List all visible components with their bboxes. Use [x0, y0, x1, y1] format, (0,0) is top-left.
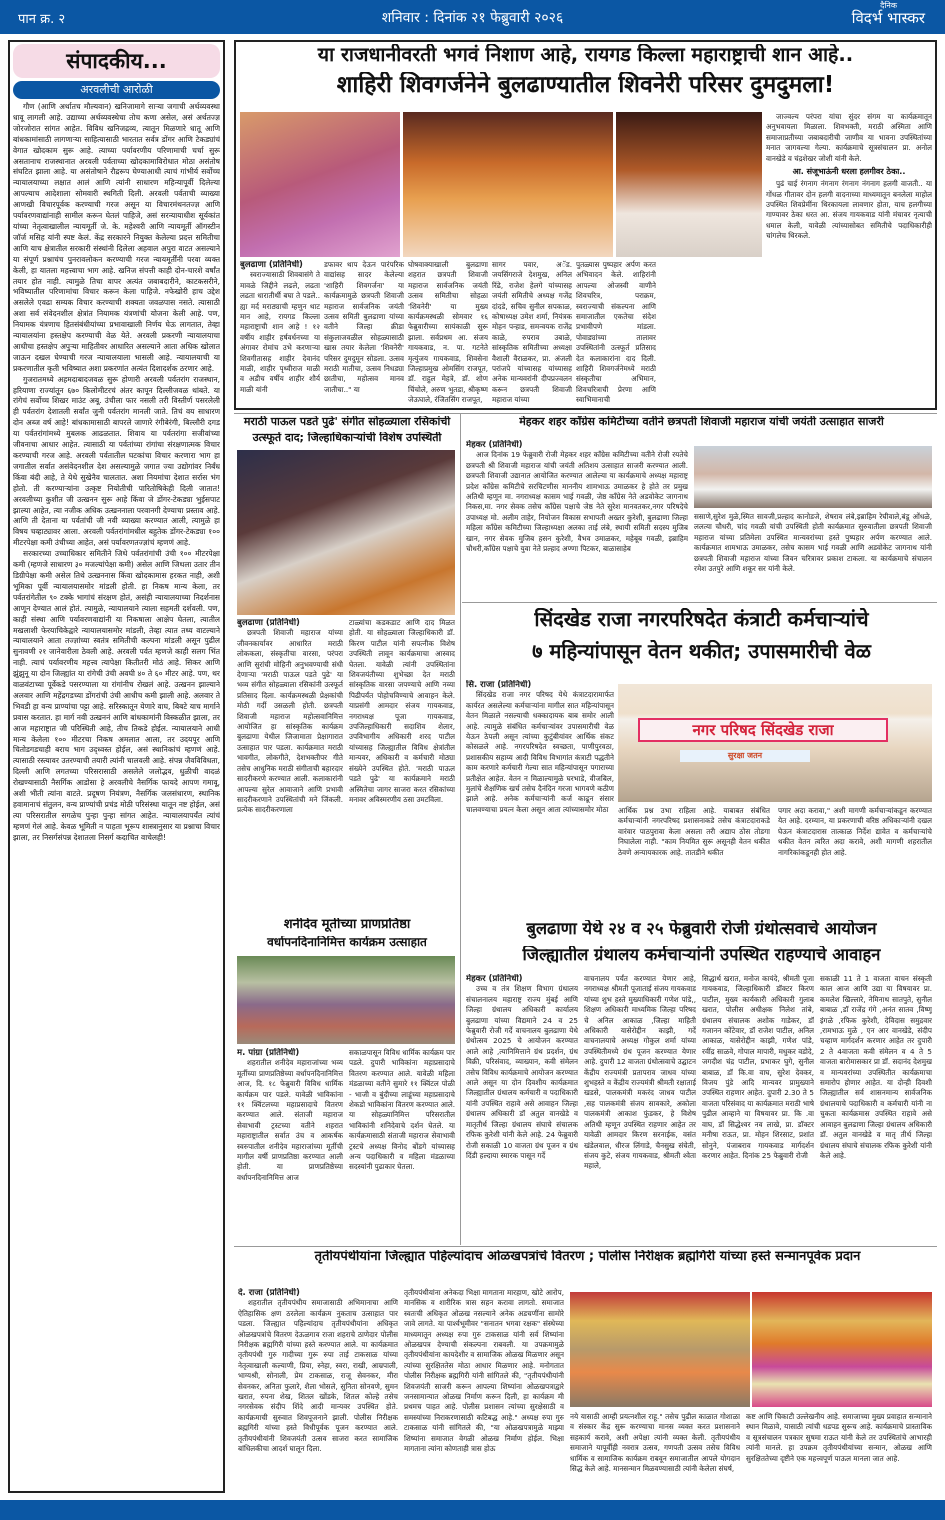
- sindkhed-sign-small: सुरक्षा जतन: [680, 750, 810, 762]
- sindkhed-col-3: पगार अदा करावा," अशी मागणी कर्मचाऱ्यांकडून करण्यात येत आहे. दरम्यान, या प्रकरणाची वरिष्ठ अधिकाऱ्यांनी दखल घेऊन कंत्राटदारास तात्काळ निर्देश द्यावेत व कर्मचाऱ्यांचे थकीत वेतन त्वरित अदा करावे, अशी मागणी शहरातील नागरिकांकडूनही होत आहे.: [778, 806, 932, 857]
- shanidev-col-1: म. पांग्रा (प्रतिनिधी) शहरातील शनीदेव महाराजांच्या भव्य मूर्तीच्या प्राणप्रतिष्ठेच्या वर्धापनदिनानिमित्त आज, दि. १८ फेब्रुवारी विविध धार्मिक कार्यक्रम पार पडले. यावेळी भाविकांना ११ क्विंटलच्या महाप्रसादाचे वितरण करण्यात आले. संताजी महाराज सेवाभावी ट्रस्टच्या वतीने शहरात महाराष्ट्रातील सर्वात उंच व आकर्षक स्वरुपातील शनीदेव महाराजांच्या मूर्तीची मागील वर्षी प्राणप्रतिष्ठा करण्यात आली होती. या प्राणप्रतिष्ठेच्या वर्धापनदिनानिमित्त आज: [237, 1048, 343, 1182]
- editorial-title: संपादकीय...: [66, 49, 167, 73]
- granthotsav-col-2: वाचनालय पर्यंत करण्यात येणार आहे, नगराध्यक्ष श्रीमती पूजाताई संजय गायकवाड यांच्या शुभ हस्ते मुख्याधिकारी गणेश पांडे,, शिक्षण अधिकारी माध्यमिक जिल्हा परिषद चे अनिल आकाळ ,जिल्हा माहिती अधिकारी यासेरोद्दीन काझी, गर्दे वाचनालयाचे अध्यक्ष गोकुल शर्मा यांच्या उपस्थितीमध्ये ग्रंथ पूजन करण्यात येणार आहे. दुपारी 12 वाजता ग्रंथोत्सवाचे उद्घाटन केंद्रीय राज्यमंत्री प्रतापराव जाधव यांच्या शुभहस्ते व केंद्रीय राज्यमंत्री श्रीमती रक्षाताई खडसे, पालकमंत्री मकरंद जाधव पाटील ,सह पालकमंत्री संजय सावकारे, अकोला पालकमंत्री आकाश फुंडकर, हे विशेष अतिथी म्हणून उपस्थित राहणार आहेत तर यावेळी आमदार किरण सरनाईक, वसंत खंडेलवाल, धीरज लिंगाडे, चैनसुख संचेती, संजय कुटे, संजय गायकवाड, श्रीमती श्वेता महाले,: [584, 974, 696, 1171]
- granthotsav-headline-2: जिल्ह्यातील ग्रंथालय कर्मचाऱ्यांनी उपस्थित राहण्याचे आवाहन: [522, 946, 881, 964]
- marathi-paul-headline-1: मराठी पाऊल पडते पुढे' संगीत सोहळ्याला रसिकांची: [243, 416, 451, 428]
- sindkhed-photo-building: [618, 684, 932, 802]
- lead-col-2: डफावर थाप देऊन पारंपरिक वाद्यांसह सादर केलेल्या 'शाहिरी शिवगर्जना' या कार्यक्रमामुळे छत्रपती शिवाजी महाराज सार्वजनिक जयंती उत्सव समिती बुलढाणा यांच्या वतीने जिल्हा क्रीडा संकुलाजवळील सोहळ्यासाठी खास तयार केलेला 'शिवनेरी' परिसर दुमदुमून सोडला. उत्सव मराठी मातीचा, उत्सव निधड्या छातीचा, महोत्सव मानव जातीचा.." या: [324, 260, 404, 394]
- tritiya-col-1: दे. राजा (प्रतिनिधी) शहरातील तृतीयपंथीय समाजासाठी अभिमानाचा आणि ऐतिहासिक क्षण ठरलेला कार्यक्रम नुकताच उत्साहात पार पडला. जिल्ह्यात पहिल्यांदाच तृतीयपंथीयांना अधिकृत ओळखपत्रांचे वितरण देऊळगाव राजा शहराचे ठाणेदार पोलीस निरीक्षक ब्रह्मगिरी यांच्या हस्ते करण्यात आले. या कार्यक्रमात तृतीयपंथी गुरु गादीच्या गुरू रुपा ताई टाकसाळ यांच्या नेतृत्वाखाली कल्याणी, प्रिया, स्नेहा, स्वरा, राखी, आम्रपाली, भाग्यश्री, सोनाली, प्रेम टाकसाळ, राजू सेवनकर, मीरा सेवनकर, अनिता फुलारे, शैला भोसले, सुनिता सोनवणे, सुमन खरात, रुपना शेख, शितल खोंडके, शितल कोल्हे तसेच नगरसेवक संदीप शिंदे आदी मान्यवर उपस्थित होते. कार्यक्रमाची सुरुवात शिवपूजनाने झाली. पोलीस निरीक्षक ब्रह्मगिरी यांच्या हस्ते विधीपूर्वक पूजन करण्यात आले. तृतीयपंथीयांनी शिवजयंती उत्सव साजरा करत सामाजिक बांधिलकीचा आदर्श घालून दिला.: [238, 1288, 398, 1454]
- tritiya-col-2: तृतीयपंथीयांना अनेकदा भिक्षा मागताना मारहाण, खोटे आरोप, मानसिक व शारीरिक त्रास सहन करावा लागतो. समाजात स्वतःची अधिकृत ओळख नसल्याने अनेक अडचणींना सामोरे जावे लागते. या पार्श्वभूमीवर "सनातन भगवा रक्षक" संस्थेच्या माध्यमातून अध्यक्ष रुपा गुरु टाकसाळ यांनी सर्व शिष्यांना ओळखपत्र देण्याची संकल्पना राबवली. या उपक्रमामुळे तृतीयपंथीयांना कायदेशीर व सामाजिक ओळख मिळणार असून त्यांच्या सुरक्षिततेस मोठा आधार मिळणार आहे. मनोगतात पोलीस निरीक्षक ब्रह्मगिरी यांनी सांगितले की, "तृतीयपंथीयांनी शिवजयंती साजरी करून आपल्या शिष्यांना ओळखपत्राद्वारे जनसामान्यात ओळख निर्माण करून दिली, हा कार्यक्रम मी प्रथमच पाहत आहे. पोलीस प्रशासन त्यांच्या सुरक्षेसाठी व समस्यांच्या निराकरणासाठी कटिबद्ध आहे." अध्यक्ष रुपा गुरु टाकसाळ यांनी सांगितले की, "या ओळखपत्रामुळे माझ्या शिष्यांना समाजात वेगळी ओळख निर्माण होईल. भिक्षा मागताना त्यांना कोणताही त्रास होऊ: [404, 1288, 564, 1454]
- editorial-subtitle-band: [13, 81, 220, 99]
- editorial-title-band: [13, 44, 220, 78]
- lead-col-5: पुतळ्यास पुष्पहार अर्पण करत अभिवादन केले. शाहिरांनी आपल्या ओजस्वी वाणीने शिवचरित्र, पराक्रम, स्वराज्याची संकल्पना आणि समाजातील एकतेचा संदेश प्रभावीपणे मांडला. पोवाड्यांच्या तालावर उपस्थितांनी उत्स्फूर्त प्रतिसाद देत कलाकारांना दाद दिली. शाहिरी शिवगर्जनेमध्ये मराठी संस्कृतीचा अभिमान, शिवचरित्राची प्रेरणा आणि स्वाभिमानाची: [576, 260, 656, 405]
- shanidev-dateline: म. पांग्रा (प्रतिनिधी): [237, 1048, 300, 1058]
- sindkhed-col-1: सि. राजा (प्रतिनिधी) सिंदखेड राजा नगर परिषद येथे कंत्राटदारामार्फत कार्यरत असलेल्या कर्मचाऱ्यांना मागील सात महिन्यांपासून वेतन मिळाले नसल्याची धक्कादायक बाब समोर आली आहे. त्यामुळे संबंधित कर्मचाऱ्यांवर उपासमारीची वेळ येऊन ठेपली असून त्यांच्या कुटुंबीयांवर आर्थिक संकट कोसळले आहे. नगरपरिषदेत स्वच्छता, पाणीपुरवठा, प्रशासकीय सहाय्य आदी विविध विभागांत कंत्राटी पद्धतीने काम करणारे कर्मचारी गेल्या सात महिन्यांपासून पगाराच्या प्रतीक्षेत आहेत. वेतन न मिळाल्यामुळे घरभाडे, वीजबिल, मुलांचे शैक्षणिक खर्च तसेच दैनंदिन गरजा भागवणे कठीण झाले आहे. अनेक कर्मचाऱ्यांनी कर्ज काढून संसार चालवण्याचा प्रयत्न केला असून आता त्यांच्यासमोर मोठा: [466, 680, 614, 814]
- shanidev-headline-1: शनीदेव मूर्तीच्या प्राणप्रतिष्ठा: [283, 918, 411, 932]
- lead-subhead: आ. संजूभाऊंनी धरला हलगीवर ठेका..: [792, 167, 906, 177]
- lead-photo-dignitaries: [616, 112, 762, 257]
- granthotsav-col-3: सिद्धार्थ खरात, मनोज कायंदे, श्रीमती पूजा गायकवाड, जिल्हाधिकारी डॉक्टर किरण पाटील, मुख्य कार्यकारी अधिकारी गुलाब खरात, पोलीस अधीक्षक निलेश तांबे, ग्रंथालय संचालक अशोक गाडेकर, डॉ गजानन कोंटेवार, डॉ राजेश पाटील, अनिल आकाळ, यासेरोद्दीन काझी, गणेश पांडे, रवींद्र साळवे, गोपाल मापारी, मधुकर वडोदे, जगदीश चंद्र पाटील, प्रभाकर घुगे, सुनील बाबाळ, डॉ कि.वा वाघ, सुरेश देवकर, विजय पुंडे आदि मान्यवर प्रामुख्याने उपस्थित राहणार आहेत. दुपारी 2.30 ते 5 वाजता परिसंवाद या कार्यक्रमात मराठी भाषे पुढील आव्हाने या विषयावर प्रा. कि .वा वाघ, डॉ सिद्धेश्वर नव लाखे, प्रा. डॉक्टर मनीषा राऊत, प्रा. मोहन शिरसाट, प्रशांत सोनुने, पंजाबराव गायकवाड मार्गदर्शन करणार आहेत. दिनांक 25 फेब्रुवारी रोजी: [702, 974, 814, 1160]
- mehkar-dateline: मेहकर (प्रतिनिधी): [466, 440, 523, 450]
- tritiya-photo-police: [570, 1292, 750, 1407]
- marathi-paul-headline-2: उत्स्फूर्त दाद; जिल्हाधिकाऱ्यांची विशेष उपस्थिती: [252, 432, 442, 444]
- lead-col-6: जाज्वल्य परंपरा यांचा सुंदर संगम या कार्यक्रमातून अनुभवायला मिळाला. शिवभक्ती, मराठी अस्मिता आणि समाजाप्रतीच्या जबाबदारीची जाणीव या भावना उपस्थितांच्या मनात जागवल्या गेल्या. कार्यक्रमाचे सूत्रसंचालन प्रा. अनोल वानखेडे व चंद्रशेखर जोशी यांनी केले. आ. संजूभाऊंनी धरला हलगीवर ठेका.. पुढं चाई रंगनाग नंगनाग रंगनाग नंगनाग हलगी वाजती.. या गोंधळ गीतावर दोन हलगी वादनाच्या माध्यमातून बनलेला माहोल उपस्थित शिवप्रेमींना थिरकायला लावणार होता, याच हलगीच्या गाण्यावर ठेका धरत आ. संजय गायकवाड यांनी मंचावर नृत्याची धमाल केली, यावेळी त्यांच्यासोबत समितीचे पदाधिकारीही चांगलेच थिरकले.: [766, 112, 932, 241]
- tritiya-col-4: कष्ट आणि चिकाटी उल्लेखनीय आहे. समाजाच्या मुख्य प्रवाहात सन्मानाने स्थान मिळावे, यासाठी त्यांची धडपड सुरूच आहे. कार्यक्रमाचे प्रास्ताविक व सूत्रसंचालन पत्रकार सुषमा राऊत यांनी केले तर उपस्थितांचे आभारही त्यांनी मानले. हा उपक्रम तृतीयपंथीयांच्या सन्मान, ओळख आणि सुरक्षिततेच्या दृष्टीने एक महत्त्वपूर्ण पाऊल मानला जात आहे.: [746, 1412, 932, 1463]
- sindkhed-dateline: सि. राजा (प्रतिनिधी): [466, 680, 532, 690]
- marathi-paul-col-2: टाळ्यांचा कडकडाट आणि दाद मिळत होती. या सोहळ्याला जिल्हाधिकारी डॉ. किरण पाटील यांनी सपत्नीक विशेष उपस्थिती लावून कार्यक्रमाचा आस्वाद घेतला. यावेळी त्यांनी उपस्थितांना शिवजयंतीच्या शुभेच्छा देत मराठी सांस्कृतिक वारसा जपण्याचे आणि नव्या पिढीपर्यंत पोहोचविण्याचे आवाहन केले. याप्रसंगी आमदार संजय गायकवाड, नगराध्यक्ष पूजा गायकवाड, उपजिल्हाधिकारी सदाशिव शेलार, उपविभागीय अधिकारी शरद पाटील यांच्यासह जिल्ह्यातील विविध क्षेत्रांतील मान्यवर, अधिकारी व कर्मचारी मोठ्या संख्येने उपस्थित होते. 'मराठी पाऊल पडते पुढे' या कार्यक्रमाने मराठी अस्मितेचा जागर साजरा करत रसिकांच्या मनावर अविस्मरणीय ठसा उमटविला.: [349, 618, 455, 804]
- issue-date: शनिवार : दिनांक २१ फेब्रुवारी २०२६: [381, 10, 564, 26]
- granthotsav-dateline: मेहकर (प्रतिनिधी): [466, 974, 523, 984]
- mehkar-col-1: मेहकर (प्रतिनिधी) आज दिनांक 19 फेब्रुवारी रोजी मेहकर शहर काँग्रेस कमिटीच्या वतीने रोजी रयतेचे छत्रपती श्री शिवाजी महाराज यांची जयंती अतिशय उत्साहात साजरी करण्यात आली. छत्रपती शिवाजी उद्यानात आयोजित करण्यात आलेल्या या कार्यक्रमाचे अध्यक्ष महाराष्ट्र प्रदेश काँग्रेस कमिटीचे सरचिटणीस माननीय शामभाऊ उमाळकर हे होते तर प्रमुख अतिथी म्हणून मा. नगराध्यक्ष कासम भाई गवळी, जेष्ठ काँग्रेस नेते अडवोकेट जागनाथ निकस,मा. नगर सेवक तसेच काँग्रेस पक्षाचे जेष्ठ नेते सुरेश मानवतकर,नगर परिषदेचे उपाध्यक्ष मो. अलीम ताहेर, नियोजन विकास सभापती अख्तर कुरेशी, बुलढाणा जिल्हा महिला काँग्रेस कमिटीच्या जिल्हाध्यक्षा अलका ताई लंबे, स्थायी समिती सदस्य मुजिब खान, नगर सेवक मुजिब हसन कुरेशी, वैभव उमाळकर, महेबूब गवळी, इब्राहिम चौधरी,काँग्रेस पक्षाचे युवा नेते प्रल्हाद अण्णा पिटकर, बाळासाहेब: [466, 440, 688, 554]
- editorial-paragraph: गौण (आणि अर्थातच मौल्यवान) खनिजामागे साऱ्या जगाची अर्थव्यवस्था धावू लागली आहे. उद्याच्या अर्थव्यवस्थेचा तोच कणा असेल, असं अर्थतज्ज्ञ जोरजोरात सांगत आहेत. विविध खनिजद्रव्य, त्यातून मिळणारे धातू आणि बांधकामांसाठी लागणाऱ्या साहित्यासाठी भारतात सर्वत्र डोंगर आणि टेकड्यांचं वेगात खोदकाम सुरू आहे. त्याच्या पर्यावरणीय परिणामाची चर्चा सुरू असतानाच राजस्थानात अरवली पर्वताच्या खोदकामाविरोधात मोठा असंतोष संघटित झाला आहे. या असंतोषाने रौद्ररूप घेण्याआधी त्याचं गांभीर्य सर्वोच्च न्यायालयाच्या लक्षात आलं आणि त्यांनी साधारण महिन्यापूर्वी दिलेल्या आपल्याच आदेशाला सोमवारी स्थगिती दिली. अरवली पर्वताची व्याख्या आणखी विचारपूर्वक करण्याची गरज असून या विचारमंथनतज्ज्ञ आणि पर्यावरणवाद्यांनाही सामील करून घेतलं पाहिजे, असं सरन्यायाधीश सूर्यकांत यांच्या नेतृत्वाखालील न्यायमूर्ती जे. के. महेश्वरी आणि न्यायमूर्ती ऑगस्टीन जॉर्ज मसिह यांनी स्पष्ट केलं. केंद्र सरकारने नियुक्त केलेल्या प्रदत्त समितीचा आणि याच क्षेत्रातील सरकारी संस्थांनी दिलेला अहवाल अपुरा वाटत असल्याने या संपूर्ण प्रश्नाचंच पुनरावलोकन करण्याची गरज न्यायमूर्तींनी परवा व्यक्त केली, हा यातला महत्त्वाचा भाग आहे. खनिज संपत्ती काही दोन-चारशे वर्षांत तयार होत नाही. त्यामुळे तिचा वापर अत्यंत जबाबदारीने, काटकसरीने, भविष्यातील परिणामांचा विचार करून केला पाहिजे. नफेखोरी हाच उद्देश असलेले एवढा सम्यक विचार करण्याची शक्यता जवळपास नसते. त्यासाठी अशा सर्व संवेदनशील क्षेत्रांत नियामक यंत्रणांची योजना केली आहे. पण, नियामक यंत्रणाच हितसंबंधीयांच्या प्रभावाखाली निर्णय घेऊ लागतात, तेव्हा न्यायालयांना हस्तक्षेप करण्याची वेळ येते. अरवली प्रकरणी न्यायालयाचा आधीचा हस्तक्षेप अपुऱ्या माहितीवर आधारित असल्याने आता अधिक खोलात जाऊन दखल घेण्याची गरज न्यायालयाला भासली आहे. न्यायालयाची या प्रकरणातील कृती भविष्यात अशा प्रकरणांत अत्यंत दिशादर्शक ठरणार आहे.: [13, 102, 220, 373]
- granthotsav-col-1: मेहकर (प्रतिनिधी) उच्च व तंत्र शिक्षण विभाग ग्रंथालय संचालनालय महाराष्ट्र राज्य मुंबई आणि जिल्हा ग्रंथालय अधिकारी कार्यालय बुलढाणा यांच्या विद्यमाने 24 व 25 फेब्रुवारी रोजी गर्दे वाचनालय बुलढाणा येथे ग्रंथोत्सव 2025 चे आयोजन करण्यात आले आहे ,त्यानिमित्ताने ग्रंथ प्रदर्शन, ग्रंथ विक्री, परिसंवाद, व्याख्यान, कवी संमेलन तसेच विविध कार्यक्रमाचे आयोजन करण्यात आले असून या दोन दिवशीय कार्यक्रमात जिल्ह्यातील ग्रंथालय कर्मचारी व पदाधिकारी यांनी उपस्थित राहावे असे आवाहन जिल्हा ग्रंथालय अधिकारी डॉ अतुल वानखेडे व मातृतीर्थ जिल्हा ग्रंथालय संघाचे संचालक रफिक कुरेशी यांनी केले आहे. 24 फेब्रुवारी रोजी सकाळी 10 वाजता ग्रंथ पूजन व ग्रंथ दिंडी हल्दाया स्मारक पासून गर्दे: [466, 974, 578, 1160]
- page-number: पान क्र. २: [18, 12, 66, 27]
- divider: [460, 413, 461, 1245]
- shanidev-headline-2: वर्धापनदिनानिमित्त कार्यक्रम उत्साहात: [267, 936, 427, 949]
- tritiya-col-3: नये यासाठी आम्ही प्रयत्नशील राहू." तसेच पुढील काळात गोशाळा व संस्कार केंद्र सुरू करण्याचा मानस व्यक्त करत प्रशासनाने सहकार्य करावे, अशी अपेक्षा त्यांनी व्यक्त केली. तृतीयपंथीय समाजाने यापूर्वीही नवरात्र उत्सव, गणपती उत्सव तसेच विविध धार्मिक व सामाजिक कार्यक्रम राबवून समाजातील आपले योगदान सिद्ध केले आहे. मानसन्मान मिळवण्यासाठी त्यांनी केलेला संघर्ष,: [570, 1412, 740, 1474]
- editorial-paragraph: सरकारच्या उच्चाधिकार समितीने जिथे पर्वतरांगांची उंची १०० मीटरपेक्षा कमी (म्हणजे साधारण ३० मजल्यांपेक्षा कमी) असेल आणि जिथला उतार तीन डिग्रीपेक्षा कमी असेल तिथे उत्खननास किंवा खोदकामास हरकत नाही, अशी भूमिका पूर्वी न्यायालयासमोर मांडली होती. हा निकष मान्य केला, तर पर्वतरांगेतील ९० टक्के भागांचं संरक्षण होतं, असंही न्यायालयाच्या निदर्शनास आणून देण्यात आलं होतं. त्यामुळे, न्यायालयाने त्याला सहमती दर्शवली. पण, काही संस्था आणि पर्यावरणवाद्यांनी या निकषाला आक्षेप घेतला, त्यातील मखलाशी फेरयाचिकेद्वारे न्यायालयासमोर मांडली, तेव्हा त्यात तथ्य वाटल्याने न्यायालयाने आता तज्ज्ञांच्या स्वतंत्र समितीची कल्पना मांडली असून पुढील सुनावणी २१ जानेवारीला ठेवली आहे. अरवली पर्वत म्हणजे काही सलग भिंत नाही. त्याचं पर्यावरणीय महत्त्व त्यापेक्षा कितीतरी मोठं आहे. सिकर आणि झुंझुनू या दोन जिल्ह्यांत या रांगेची उंची अवघी ४० ते ६० मीटर आहे. पण, थर वाळवंटाच्या पूर्वेकडे पसरण्याला या रांगांनीच रोखलं आहे. उत्खनन झाल्याने अलवार आणि महेंद्रगडच्या डोंगरांची उंची आधीच कमी झाली आहे. अलवार ते भिवडी हा वन्य प्राण्यांचा पट्टा आहे. सरिस्कातून येणारे वाघ, बिबटे याच मार्गाने प्रवास करतात. हा मार्ग नवी उत्खननं आणि बांधकामांनी विस्कळीत झाला, तर आज महाराष्ट्रात जी परिस्थिती आहे, तीच तिकडे होईल. न्यायालयाने आधी मान्य केलेला १०० मीटरचा निकष अमलात आला, तर उदयपूर आणि चितोडगडचाही बराच भाग उद्ध्वस्त होईल, असं स्थानिकांचं म्हणणं आहे. त्यासाठी रस्त्यावर उतरण्याची तयारी त्यांनी चालवली आहे. संपन्न जैवविविधता, दिल्ली आणि लगतच्या परिसरासाठी असलेले जलोद्भव, धुळीची वादळं रोखण्यासाठी नैसर्गिक आडोसा हे अरवलीचे नैसर्गिक फायदे आपण गमावू, अशी भीती त्यांना वाटते. प्रदूषण नियंत्रण, नैसर्गिक जलसंधारण, स्थानिक हवामानाचं संतुलन, वन्य प्राण्यांची प्रचंड मोठी परिसंस्था यातून नष्ट होईल, असं त्या परिसरातील सगळेच पुन्हा पुन्हा सांगत आहेत. न्यायालयापर्यंत त्यांचं म्हणणं गेलं आहे. केवळ भूमिती न पाहता भूरूप शास्त्रानुसार या प्रश्नाचा विचार झाला, तर निसर्गसंपन्न देशातला निसर्ग कदाचित वाचेलही!: [13, 549, 220, 842]
- divider: [234, 413, 937, 414]
- editorial-subtitle: अरवलीची आरोळी: [80, 83, 153, 96]
- newspaper-logo: दैनिक विदर्भ भास्कर: [851, 1, 925, 27]
- lead-photo-performers: [403, 112, 613, 257]
- editorial-body: [13, 102, 220, 1490]
- mehkar-col-2: ससाणे,सुरेश मुळे,स्मित सावजी,प्रल्हाद कानोडजे, शेषराव लंबे,इब्राहिम रेघीवाले,बंडू ओंधळे, ललत्या चौधरी, चांद गवळी यांची उपस्थिती होती कार्यक्रमात सुरुवातीला छत्रपती शिवाजी महाराज यांच्या प्रतिमेला उपस्थित मान्यवरांच्या हस्ते पुष्पहार अर्पण करण्यात आले. कार्यक्रमात शामभाऊ उमाळकर, तसेच कासम भाई गवळी आणि अडवोकेट जागनाथ यांनी छत्रपती शिवाजी महाराज यांच्या जिवन चरित्रावर प्रकाश टाकला. या कार्यक्रमाचे संचालन रमेश उतपुरे आणि शकूर सर यांनी केले.: [694, 512, 932, 574]
- sindkhed-sign-board: नगर परिषद सिंदखेड राजा: [638, 718, 888, 742]
- marathi-paul-dateline: बुलढाणा (प्रतिनिधी): [237, 618, 300, 628]
- mehkar-photo: [694, 446, 932, 508]
- lead-photo-stage: [240, 112, 400, 257]
- lead-headline-2: शाहिरी शिवगर्जनेने बुलढाण्यातील शिवनेरी परिसर दुमदुमला!: [336, 72, 835, 98]
- sindkhed-col-2: आर्थिक प्रश्न उभा राहिला आहे. याबाबत संबंधित कर्मचाऱ्यांनी नगरपरिषद प्रशासनाकडे तसेच कंत्राटदाराकडे वारंवार पाठपुरावा केला असला तरी अद्याप ठोस तोडगा निघालेला नाही. "काम नियमित सुरू असूनही वेतन थकीत ठेवणे अन्यायकारक आहे. तातडीने थकीत: [618, 806, 770, 857]
- editorial-paragraph: गुजरातमध्ये अहमदाबादजवळ सुरू होणारी अरवली पर्वतरांग राजस्थान, हरियाणा राज्यांतून ६७० किलोमीटरचं अंतर कापून दिल्लीजवळ थांबते. या रांगेचं सर्वोच्च शिखर माउंट अबू. उंचीला फार नसली तरी विस्तीर्ण पसरलेली ही पर्वतरांग देशातली सर्वांत जुनी पर्वतरांग मानली जाते. तिचं वय साधारण दोन अब्ज वर्ष आहे! बांधकामासाठी बापरले जाणारे रंगीबेरंगी, बिल्लौरी दगड या पर्वतरांगांमध्ये मुबलक आढळतात. शिवाय या पर्वतरांगा सजीवांच्या जीवनाचा आधार आहेत. त्यासाठी या पर्वतांच्या रांगांचा संरक्षणात्मक विचार करण्याची गरज आहे. अरवली पर्वतातील घटकांचा विचार करणारा भाग हा जगातील सर्वात असंवेदनशील देश असल्यामुळे जगात ज्या उद्योगांवर निर्बंध किंवा बंदी आहे, ते येथे सुखेनैव चालतात. अशा नियमांचा देशात सर्रास भंग होतो. ती करण्याऱ्यांना उत्कृष्ट नियोतीची पारितोषिकेही दिली जातात! अरवलीच्या कुशीत जी उत्खनन सुरू आहे किंवा जे डोंगर-टेकड्या भुईसपाट झाल्या आहेत, त्या नजीक अधिक उत्खननाला परवानगी देण्याचा प्रस्ताव आहे. आणि ती देताना या पर्वतांची जी नवी व्याख्या करण्यात आली, त्यामुळे हा विषय चव्हाट्यावर आला. अरवली पर्वतरांगांमधील बहुतेक डोंगर-टेकड्या १०० मीटरपेक्षा कमी उंचीच्या आहेत, असं पर्यावरणतज्ज्ञांचं म्हणणं आहे.: [13, 374, 220, 548]
- sindkhed-headline-2: ७ महिन्यांपासून वेतन थकीत; उपासमारीची वेळ: [532, 640, 871, 663]
- granthotsav-col-4: सकाळी 11 ते 1 वाजता वाचन संस्कृती काल आज आणि उद्या या विषयावर प्रा. कमलेश खिल्लारे, नेमिनाथ सातपुते, सुनील बाबाळ ,डॉ राजेंद्र गंगे ,अनंत सातव ,विष्णू इंगळे ,रफिक कुरेशी, देविदास समुद्रवार ,रामभाऊ मुळे , एन आर वानखेडे, संदीप चव्हाण मार्गदर्शन करणार आहेत तर दुपारी 2 ते 4वाजता कवी संमेलन व 4 ते 5 वाजता बारोमासकार प्रा डॉ. सदानंद देशमुख व मान्यवरांच्या उपस्थितीत कार्यक्रमाचा समारोप होणार आहेत. या दोन्ही दिवशी जिल्ह्यातील सर्व शासनमान्य सार्वजनिक ग्रंथालयाचे पदाधिकारी व कर्मचारी यांनी ना चुकता कार्यक्रमास उपस्थित राहावे असे आवाहन बुलढाणा जिल्हा ग्रंथालय अधिकारी डॉ. अतुल वानखेडे व मातृ तीर्थ जिल्हा ग्रंथालय संघाचे संचालक रफिक कुरेशी यांनी केले आहे.: [820, 974, 932, 1160]
- sindkhed-headline-1: सिंदखेड राजा नगरपरिषदेत कंत्राटी कर्मचाऱ्यांचे: [534, 608, 869, 631]
- tritiya-photo-group: [752, 1292, 932, 1407]
- page-footer-bar: [0, 1500, 945, 1520]
- tritiya-headline: तृतीयपंथीयांना जिल्ह्यात पहिल्यांदाच ओळखपत्रांचे वितरण ; पोलीस निरीक्षक ब्रह्मगिरी यांच्या हस्ते सन्मानपूर्वक प्रदान: [314, 1250, 861, 1264]
- marathi-paul-photo: [237, 450, 455, 615]
- marathi-paul-col-1: बुलढाणा (प्रतिनिधी) छत्रपती शिवाजी महाराज यांच्या जीवनकार्यावर आधारित मराठी लोककला, संस्कृतीचा वारसा, परंपरा आणि सुरांची मोहिनी अनुभवण्याची संधी देणाऱ्या 'मराठी पाऊल पडते पुढे' या भव्य संगीत सोहळ्याला रसिकांनी उत्स्फूर्त प्रतिसाद दिला. कार्यक्रमस्थळी प्रेक्षकांची मोठी गर्दी उसळली होती. छत्रपती शिवाजी महाराज महोत्सवानिमित्त आयोजित हा सांस्कृतिक कार्यक्रम बुलढाणा येथील जिजामाता प्रेक्षागारात उत्साहात पार पडला. कार्यक्रमात मराठी भावगीत, लोकगीते, देशभक्तीपर गीते तसेच आधुनिक मराठी संगीताची बहारदार सादरीकरणे करण्यात आली. कलाकारांनी आपल्या सुरेल आवाजाने आणि प्रभावी सादरीकरणाने उपस्थितांची मने जिंकली. प्रत्येक सादरीकरणाला: [237, 618, 343, 815]
- lead-col-4: सागर पवार, अॅड. जयसिंगराजे देशमुख, अनिल रिंढे, राजेश हेलगे यांच्यासह जयंती समितीचे अध्यक्ष गजेंद्र दांदडे, सचिव सुनील सपकाळ, कोषाध्यक्ष उमेश शर्मा, नियंत्रक मोहन पन्हाड, समन्वयक राजेंद्र काळे, रुपराव उबाळे, सांस्कृतिक समितीच्या अध्यक्षा वैशाली वैराळकर, प्रा. अंजली परांजपे यांच्यासह यांच्यासह अनेक मान्यवरांनी दीपप्रज्वलन करून छत्रपती शिवाजी महाराज यांच्या: [492, 260, 572, 405]
- mehkar-headline: मेहकर शहर काँग्रेस कमिटीच्या वतीने छत्रपती शिवाजी महाराज यांची जयंती उत्साहात साजरी: [519, 416, 884, 428]
- shanidev-col-2: सकाळपासून विविध धार्मिक कार्यक्रम पार पडले. दुपारी भाविकांना महाप्रसादाचे वितरण करण्यात आले. यावेळी महिला मंडळाच्या वतीने सुमारे ११ क्विंटल पोळी - भाजी व बुंदीच्या लाडूंच्या महाप्रसादाचे शेकडो भाविकांना वितरण करण्यात आले. या सोहळ्यानिमित्त परिसरातील भाविकांनी शनिदेवाचे दर्शन घेतले. या कार्यक्रमासाठी संताजी महाराज सेवाभावी ट्रस्टचे अध्यक्ष विनोद बोंडगे यांच्यासह अन्य पदाधिकारी व महिला मंडळाच्या सदस्यांनी पुढाकार घेतला.: [349, 1048, 455, 1172]
- shanidev-photo: [237, 956, 455, 1044]
- divider: [462, 602, 937, 603]
- tritiya-dateline: दे. राजा (प्रतिनिधी): [238, 1288, 300, 1298]
- divider: [234, 1246, 937, 1247]
- page-header: [0, 0, 945, 34]
- lead-col-3: घोषवाक्याखाली बुलढाणा शहरात छत्रपती शिवाजी महाराज सार्वजनिक जयंती उत्सव समितीचा सोहळा 'शिवनेरी' या मुख्य कार्यक्रमस्थळी सोमवार १६ फेब्रुवारीच्या सायंकाळी सुरू झाला. सर्वप्रथम आ. संजय गायकवाड, न. पा. गटनेते मृत्युंजय गायकवाड, शिवसेना जिल्हाप्रमुख ओमसिंग राजपूत, डॉ. राहुल मेहत्रे, डॉ. शोण चिंचोले, अरुण भुतडा, श्रीकृष्ण जेऊघाले, रंजितसिंग राजपूत,: [408, 260, 488, 405]
- granthotsav-headline-1: बुलढाणा येथे २४ व २५ फेब्रुवारी रोजी ग्रंथोत्सवाचे आयोजन: [526, 920, 877, 938]
- lead-headline-1: या राजधानीवरती भगवं निशाण आहे, रायगड किल्ला महाराष्ट्राची शान आहे..: [317, 44, 854, 66]
- lead-dateline: बुलढाणा (प्रतिनिधी): [240, 260, 303, 270]
- lead-col-1: बुलढाणा (प्रतिनिधी) स्वराज्यासाठी शिवबासंगे ते मावळे जिद्दीने लढले, लढता लढता धारातीर्थी बघा ते पडले.. ह्या मर्द मराठ्याची म्हणुन थाट मान आहे, रायगड किल्ला महाराष्ट्राची शान आहे ! १२ वर्षीय शाहीर हर्षवर्धनच्या या अंगावर रोमांच उभे करणाऱ्या शिवगीतासह शाहीर देवानंद माळी, शाहीर पृथ्वीराज माळी व अडीच वर्षीय शाहीर शौर्य माळी यांनी: [240, 260, 320, 394]
